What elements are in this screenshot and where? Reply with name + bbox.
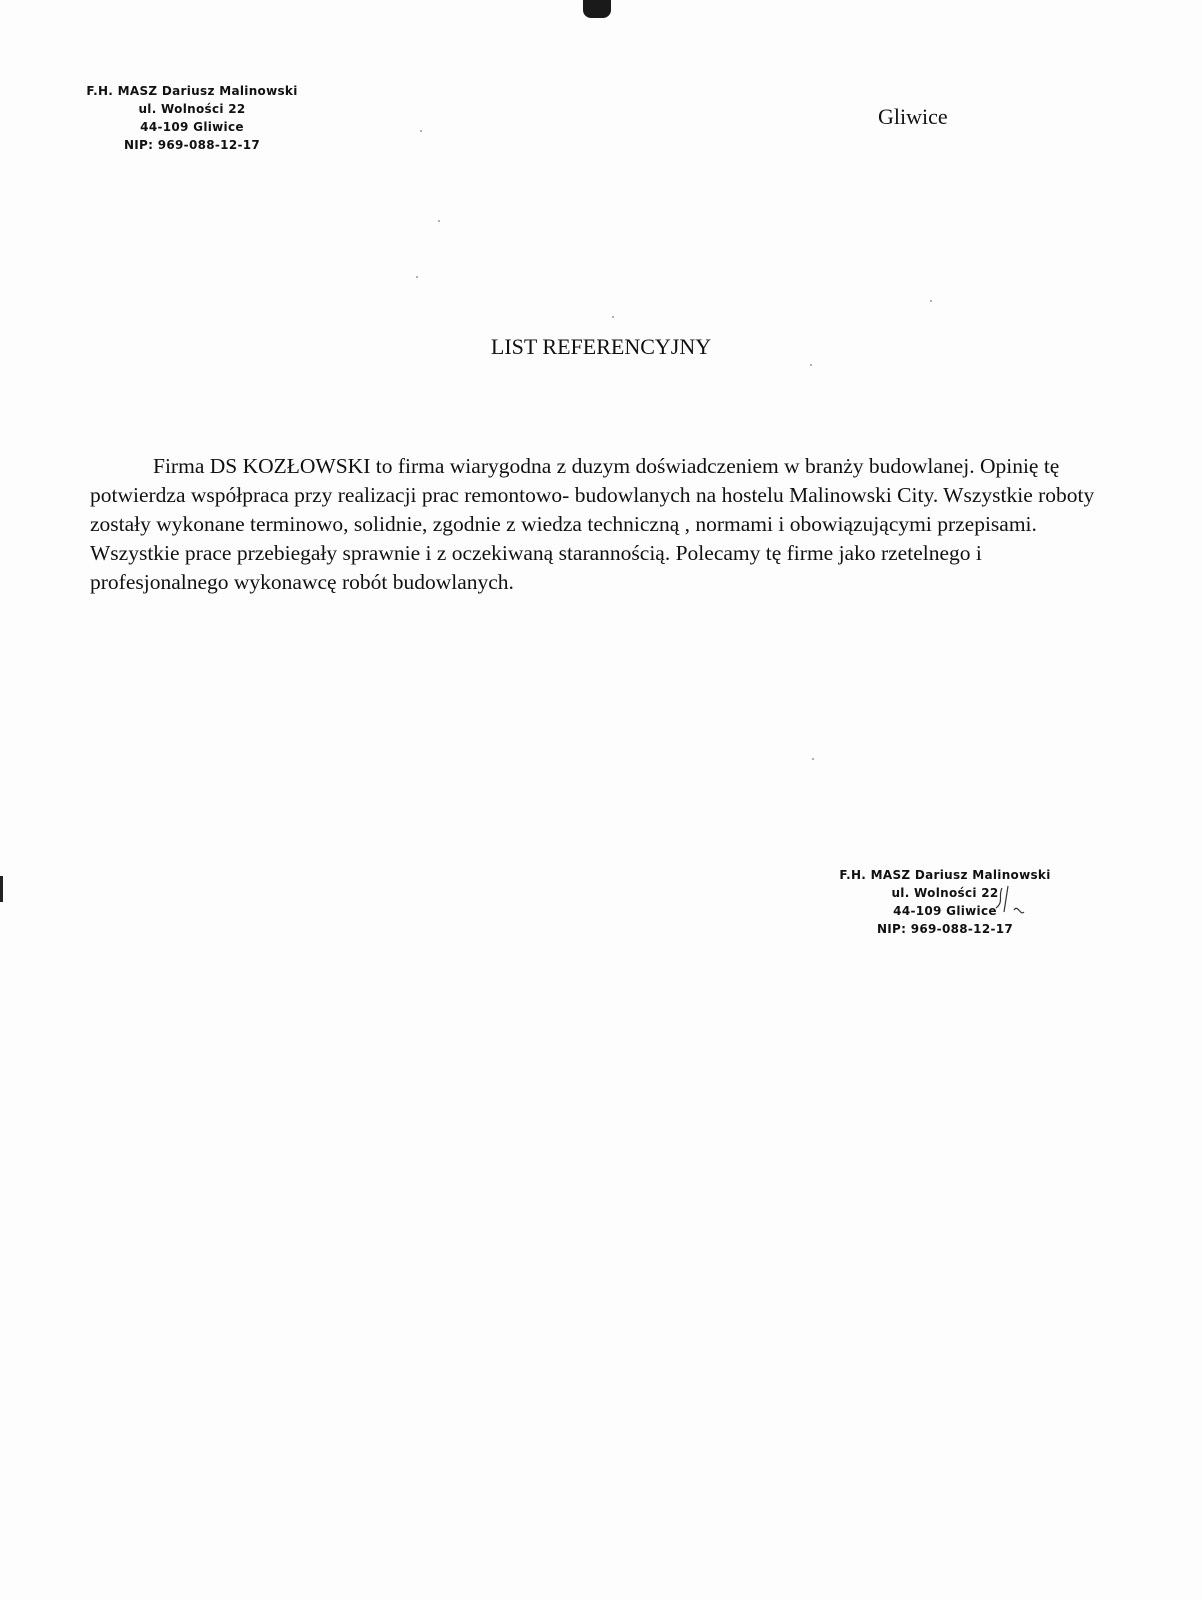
document-title: LIST REFERENCYJNY — [490, 334, 712, 359]
scan-edge-mark — [0, 876, 3, 902]
place-of-issue: Gliwice — [878, 104, 948, 129]
scan-speck — [612, 316, 614, 318]
scan-speck — [420, 130, 422, 132]
stamp-company-name: F.H. MASZ Dariusz Malinowski — [839, 868, 1051, 882]
stamp-tax-id: NIP: 969-088-12-17 — [123, 138, 261, 152]
scan-speck — [812, 758, 814, 760]
stamp-tax-id: NIP: 969-088-12-17 — [876, 922, 1014, 936]
scan-speck — [810, 364, 812, 366]
stamp-street: ul. Wolności 22 — [891, 886, 999, 900]
scan-speck — [438, 220, 440, 222]
binder-clip-mark — [583, 0, 611, 18]
stamp-company-name: F.H. MASZ Dariusz Malinowski — [86, 84, 298, 98]
stamp-street: ul. Wolności 22 — [138, 102, 246, 116]
signature-scribble — [990, 882, 1030, 932]
letter-body: Firma DS KOZŁOWSKI to firma wiarygodna z duzym doświadczeniem w branży budowlanej. Opinię tę potwierdza współpraca przy realizacji prac remontowo- budowlanych na hostelu Malinowski City. Wszystkie roboty zostały wykonane terminowo, solidnie, zgodnie z wiedza techniczną , normami i obowiązującymi przepisami. Wszystkie prace przebiegały sprawnie i z oczekiwaną starannością. Polecamy tę firme jako rzetelnego i profesjonalnego wykonawcę robót budowlanych. — [90, 454, 1095, 594]
stamp-postal-city: 44-109 Gliwice — [140, 120, 244, 134]
scan-speck — [416, 276, 418, 278]
scan-speck — [930, 300, 932, 302]
stamp-postal-city: 44-109 Gliwice — [893, 904, 997, 918]
company-stamp-header — [82, 82, 302, 154]
